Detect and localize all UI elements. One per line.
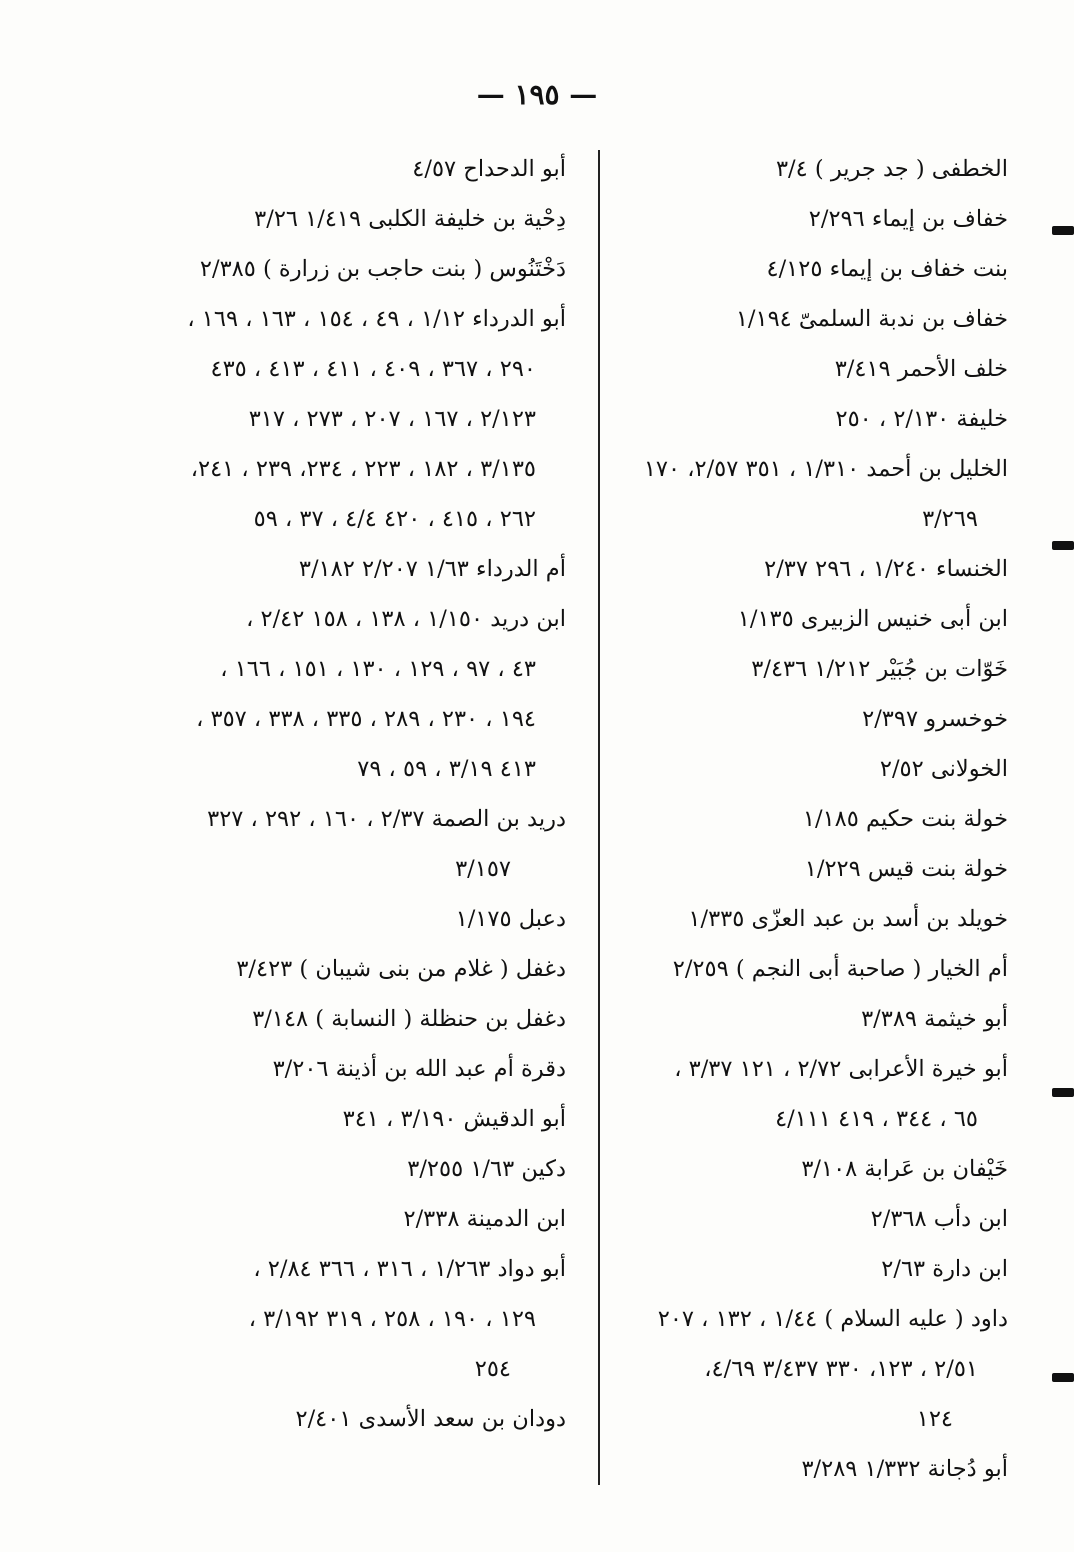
index-column-left — [161, 144, 566, 1444]
edge-mark — [1052, 541, 1074, 550]
column-divider — [598, 150, 600, 1485]
index-entry: خفاف بن إيماء ٢/٢٩٦ — [808, 206, 1008, 232]
index-entry: ١٩٤ ، ٢٣٠ ، ٢٨٩ ، ٣٣٥ ، ٣٣٨ ، ٣٥٧ ، — [196, 706, 536, 732]
index-entry: ابن دارة ٢/٦٣ — [881, 1256, 1008, 1282]
index-entry: دَخْتَنُوس ( بنت حاجب بن زرارة ) ٢/٣٨٥ — [199, 256, 566, 282]
index-entry: دودان بن سعد الأسدى ٢/٤٠١ — [295, 1406, 566, 1432]
index-entry: ٢٥٤ — [474, 1356, 511, 1382]
index-entry: الخولانى ٢/٥٢ — [879, 756, 1008, 782]
index-entry: ابن دأب ٢/٣٦٨ — [870, 1206, 1008, 1232]
index-entry: داود ( عليه السلام ) ١/٤٤ ، ١٣٢ ، ٢٠٧ — [657, 1306, 1008, 1332]
index-entry: أبو الدحداح ٤/٥٧ — [412, 156, 566, 182]
index-entry: ٦٥ ، ٣٤٤ ، ٤١٩ ٤/١١١ — [775, 1106, 978, 1132]
index-entry: أبو الدرداء ١/١٢ ، ٤٩ ، ١٥٤ ، ١٦٣ ، ١٦٩ ، — [187, 306, 566, 332]
index-entry: ابن دريد ١/١٥٠ ، ١٣٨ ، ١٥٨ ٢/٤٢ ، — [246, 606, 566, 632]
index-entry: الخطفى ( جد جرير ) ٣/٤ — [775, 156, 1008, 182]
index-entry: ١٢٩ ، ١٩٠ ، ٢٥٨ ، ٣١٩ ٣/١٩٢ ، — [248, 1306, 536, 1332]
index-entry: أبو دُجانة ١/٣٣٢ ٣/٢٨٩ — [801, 1456, 1008, 1482]
index-entry: أم الدرداء ١/٦٣ ٢/٢٠٧ ٣/١٨٢ — [298, 556, 566, 582]
index-entry: ٣/٢٦٩ — [922, 506, 978, 532]
index-entry: أبو خيثمة ٣/٣٨٩ — [861, 1006, 1008, 1032]
index-entry: خفاف بن ندبة السلمىّ ١/١٩٤ — [735, 306, 1008, 332]
edge-mark — [1052, 226, 1074, 235]
index-entry: دغفل بن حنظلة ( النسابة ) ٣/١٤٨ — [252, 1006, 566, 1032]
index-entry: خليفة ٢/١٣٠ ، ٢٥٠ — [835, 406, 1008, 432]
index-entry: ٢٩٠ ، ٣٦٧ ، ٤٠٩ ، ٤١١ ، ٤١٣ ، ٤٣٥ — [210, 356, 536, 382]
index-entry: ٣/١٣٥ ، ١٨٢ ، ٢٢٣ ، ٢٣٤، ٢٣٩ ، ٢٤١، — [190, 456, 536, 482]
index-entry: ٢/١٢٣ ، ١٦٧ ، ٢٠٧ ، ٢٧٣ ، ٣١٧ — [248, 406, 536, 432]
index-entry: خلف الأحمر ٣/٤١٩ — [834, 356, 1008, 382]
index-entry: ٣/١٥٧ — [455, 856, 511, 882]
index-entry: ٢/٥١ ، ١٢٣، ٣٣٠ ٣/٤٣٧ ٤/٦٩، — [704, 1356, 978, 1382]
index-entry: ١٢٤ — [916, 1406, 953, 1432]
index-entry: دِحْية بن خليفة الكلبى ١/٤١٩ ٣/٢٦ — [254, 206, 566, 232]
index-column-right — [548, 144, 1008, 1494]
edge-mark — [1052, 1373, 1074, 1382]
index-entry: ٤١٣ ٣/١٩ ، ٥٩ ، ٧٩ — [357, 756, 536, 782]
index-entry: خَوّات بن جُبَيْر ١/٢١٢ ٣/٤٣٦ — [751, 656, 1008, 682]
index-entry: خوخسرو ٢/٣٩٧ — [862, 706, 1008, 732]
index-entry: خويلد بن أسد بن عبد العزّى ١/٣٣٥ — [688, 906, 1008, 932]
index-entry: دريد بن الصمة ٢/٣٧ ، ١٦٠ ، ٢٩٢ ، ٣٢٧ — [207, 806, 566, 832]
page-number: — ١٩٥ — — [476, 78, 598, 111]
index-entry: الخنساء ١/٢٤٠ ، ٢٩٦ ٢/٣٧ — [764, 556, 1008, 582]
index-entry: أبو الدقيش ٣/١٩٠ ، ٣٤١ — [342, 1106, 566, 1132]
index-entry: الخليل بن أحمد ١/٣١٠ ، ٣٥١ ٢/٥٧، ١٧٠ — [643, 456, 1008, 482]
index-entry: بنت خفاف بن إيماء ٤/١٢٥ — [766, 256, 1008, 282]
edge-mark — [1052, 1088, 1074, 1097]
index-entry: أبو خيرة الأعرابى ٢/٧٢ ، ١٢١ ٣/٣٧ ، — [674, 1056, 1008, 1082]
index-entry: دعبل ١/١٧٥ — [455, 906, 566, 932]
index-entry: خولة بنت قيس ١/٢٢٩ — [804, 856, 1008, 882]
index-entry: ٤٣ ، ٩٧ ، ١٢٩ ، ١٣٠ ، ١٥١ ، ١٦٦ ، — [220, 656, 536, 682]
index-entry: دكين ١/٦٣ ٣/٢٥٥ — [407, 1156, 566, 1182]
index-entry: ابن الدمينة ٢/٣٣٨ — [403, 1206, 566, 1232]
index-entry: دغفل ( غلام من بنى شيبان ) ٣/٤٢٣ — [236, 956, 566, 982]
index-entry: ابن أبى خنيس الزبيرى ١/١٣٥ — [737, 606, 1008, 632]
index-entry: ٢٦٢ ، ٤١٥ ، ٤٢٠ ٤/٤ ، ٣٧ ، ٥٩ — [253, 506, 536, 532]
index-entry: خَيْفان بن عَرابة ٣/١٠٨ — [801, 1156, 1008, 1182]
index-entry: أبو دواد ١/٢٦٣ ، ٣١٦ ، ٣٦٦ ٢/٨٤ ، — [253, 1256, 566, 1282]
index-entry: خولة بنت حكيم ١/١٨٥ — [802, 806, 1008, 832]
index-entry: دقرة أم عبد الله بن أذينة ٣/٢٠٦ — [272, 1056, 566, 1082]
index-entry: أم الخيار ( صاحبة أبى النجم ) ٢/٢٥٩ — [672, 956, 1008, 982]
